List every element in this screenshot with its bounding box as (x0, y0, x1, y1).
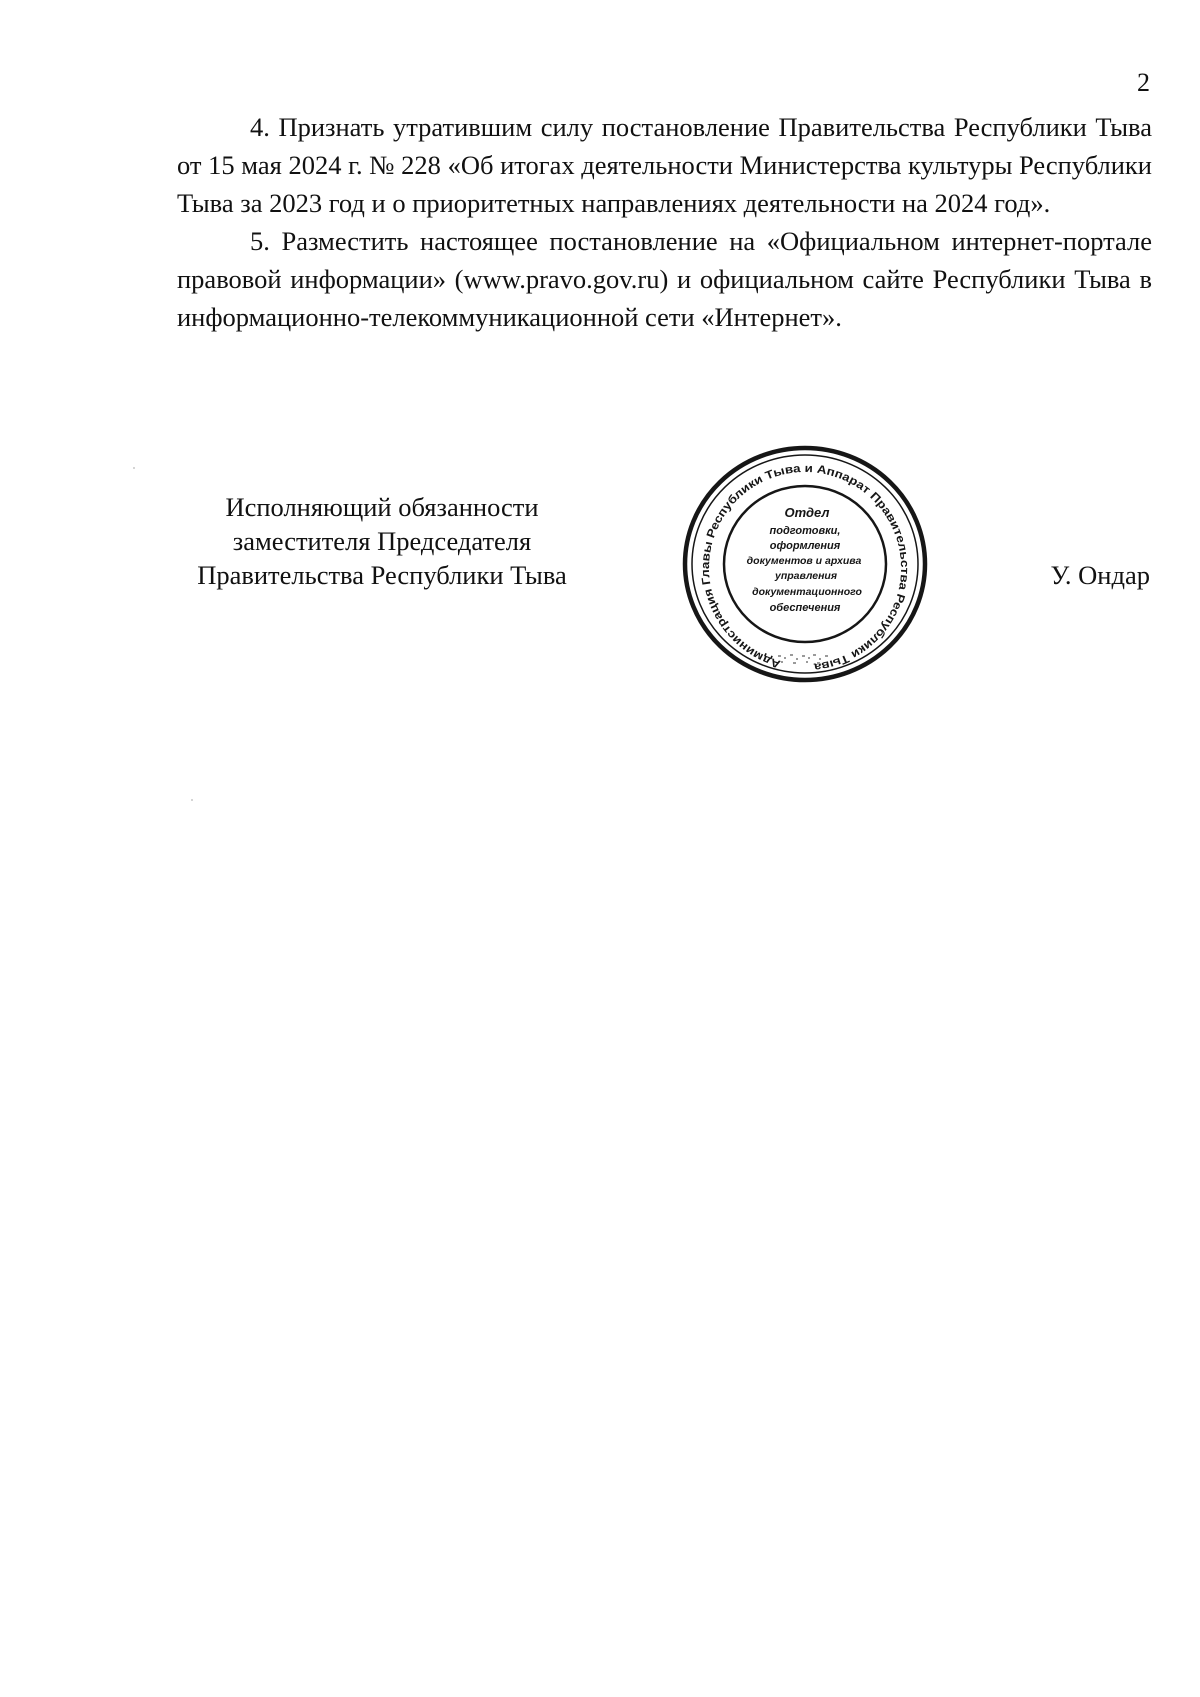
stamp-ring-text: Администрация Главы Республики Тыва и Аппарат Правительства Республики Тыва (699, 462, 911, 673)
signatory-position (172, 490, 592, 592)
stamp-center-line: подготовки, (769, 525, 841, 537)
stamp-center-line: документов и архива (746, 555, 862, 567)
paragraph-item-4: 4. Признать утратившим силу постановление Правительства Республики Тыва от 15 мая 2024 г. № 228 «Об итогах деятельности Министерства культуры Республики Тыва за 2023 год и о приоритетных направлениях деятельности на 2024 год». (177, 112, 1152, 218)
stamp-center-line: управления (774, 570, 838, 582)
stamp-center-line: оформления (769, 540, 841, 552)
signatory-name: У. Ондар (1050, 560, 1150, 590)
scan-speck (191, 799, 193, 801)
signatory-position-line: заместителя Председателя (232, 526, 532, 556)
signatory-position-line: Правительства Республики Тыва (197, 560, 567, 590)
stamp-center-line: обеспечения (769, 602, 841, 614)
scan-speck (133, 467, 135, 469)
stamp-center-line: документационного (752, 586, 862, 598)
stamp-center-line: Отдел (784, 505, 830, 520)
official-stamp (680, 443, 930, 685)
stamp-seal-graphic (680, 443, 930, 685)
signatory-position-line: Исполняющий обязанности (225, 492, 539, 522)
document-body (177, 108, 1152, 336)
paragraph-item-5: 5. Разместить настоящее постановление на «Официальном интернет-портале правовой информации» (www.pravo.gov.ru) и официальном сайте Республики Тыва в информационно-телекоммуникационной сети «Интернет». (177, 226, 1152, 332)
page-number: 2 (1137, 68, 1150, 97)
